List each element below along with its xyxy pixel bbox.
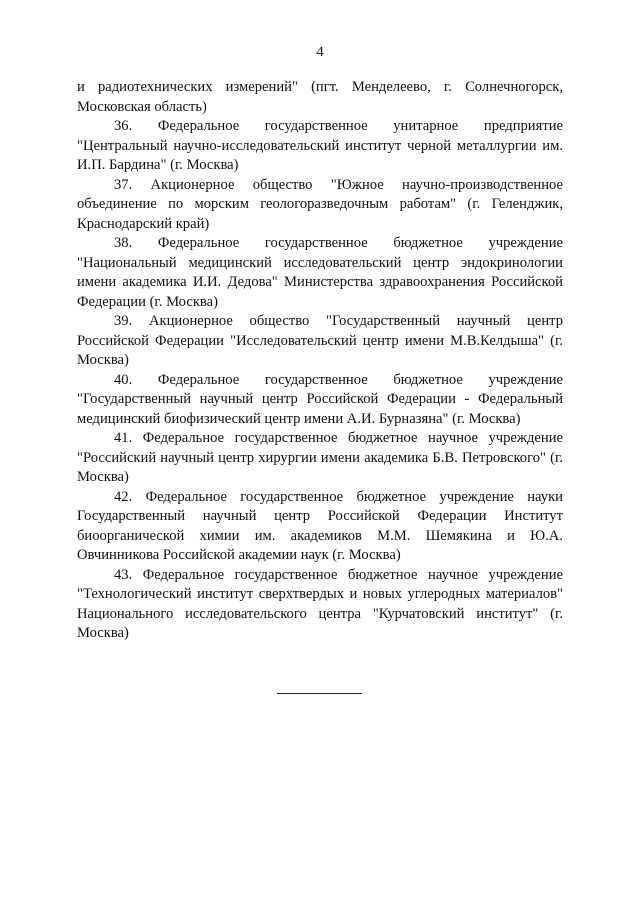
list-item-42: 42. Федеральное государственное бюджетное учреждение науки Государственный научный центр Российской Федерации Институт биоорганической химии им. академиков М.М. Шемякина и Ю.А. Овчинникова Российской академии наук (г. Москва) bbox=[77, 488, 563, 563]
end-of-list-rule bbox=[277, 693, 362, 694]
list-item-41: 41. Федеральное государственное бюджетное научное учреждение "Российский научный центр хирургии имени академика Б.В. Петровского" (г. Москва) bbox=[77, 430, 563, 485]
document-body bbox=[77, 78, 563, 644]
list-item-40: 40. Федеральное государственное бюджетное учреждение "Государственный научный центр Российской Федерации - Федеральный медицинский биофизический центр имени А.И. Бурназяна" (г. Москва) bbox=[77, 371, 563, 427]
list-item-36: 36. Федеральное государственное унитарное предприятие "Центральный научно-исследовательский институт черной металлургии им. И.П. Бардина" (г. Москва) bbox=[77, 118, 563, 173]
list-item-38: 38. Федеральное государственное бюджетное учреждение "Национальный медицинский исследовательский центр эндокринологии имени академика И.И. Дедова" Министерства здравоохранения Российской Федерации (г. Москва) bbox=[77, 235, 563, 310]
list-item-37: 37. Акционерное общество "Южное научно-производственное объединение по морским геологоразведочным работам" (г. Геленджик, Краснодарский край) bbox=[77, 176, 563, 232]
list-item-43: 43. Федеральное государственное бюджетное научное учреждение "Технологический институт сверхтвердых и новых углеродных материалов" Национального исследовательского центра "Курчатовский институт" (г. Москва) bbox=[77, 566, 563, 641]
paragraph-continuation: и радиотехнических измерений" (пгт. Менделеево, г. Солнечногорск, Московская область) bbox=[77, 79, 563, 115]
page-number: 4 bbox=[316, 44, 324, 60]
list-item-39: 39. Акционерное общество "Государственный научный центр Российской Федерации "Исследовательский центр имени М.В.Келдыша" (г. Москва) bbox=[77, 313, 563, 368]
